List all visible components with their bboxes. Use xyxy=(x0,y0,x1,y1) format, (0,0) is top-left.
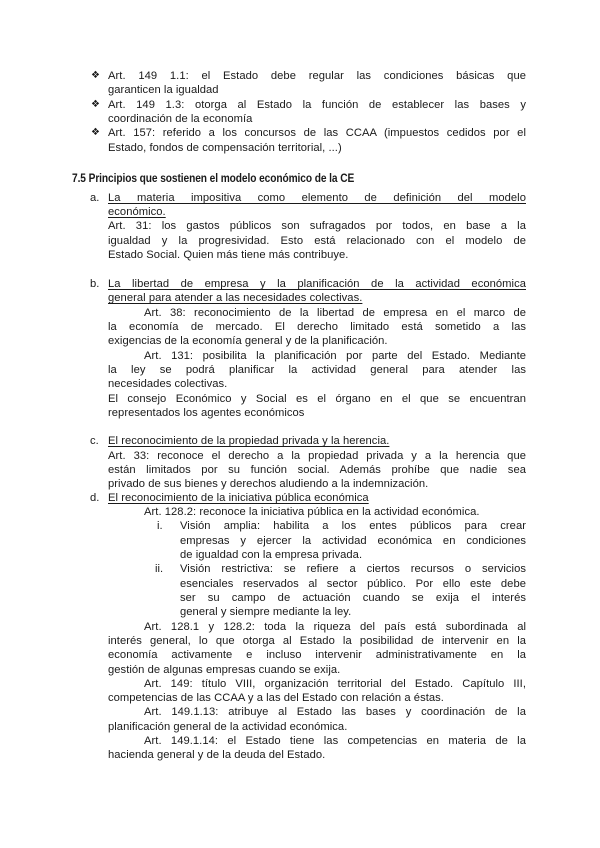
subitem-i-line-3: de igualdad con la empresa privada. xyxy=(180,549,363,561)
item-a-body-line-2: igualdad y la progresividad. Esto está relacionado con el modelo de xyxy=(108,235,526,247)
item-b-title-line-2: general para atender a las necesidades colectivas. xyxy=(108,292,363,304)
bullet-3-line-1: Art. 157: referido a los concursos de las CCAA (impuestos cedidos por el xyxy=(108,127,526,139)
item-b-p2-line-1: Art. 131: posibilita la planificación por parte del Estado. Mediante xyxy=(144,350,526,362)
item-a-body-line-1: Art. 31: los gastos públicos son sufragados por todos, en base a la xyxy=(108,220,526,232)
bullet-1-line-2: garanticen la igualdad xyxy=(108,84,219,96)
item-d-p1-line-2: interés general, lo que otorga al Estado la posibilidad de intervenir en la xyxy=(108,635,526,647)
item-d-p1-line-4: gestión de algunas empresas cuando se exija. xyxy=(108,664,341,676)
item-c-body-line-1: Art. 33: reconoce el derecho a la propiedad privada y a la herencia que xyxy=(108,450,526,462)
item-d-marker: d. xyxy=(90,492,100,504)
section-heading: 7.5 Principios que sostienen el modelo económico de la CE xyxy=(72,171,355,185)
subitem-i-marker: i. xyxy=(157,520,163,532)
item-a-marker: a. xyxy=(90,192,100,204)
bullet-1-line-1: Art. 149 1.1: el Estado debe regular las condiciones básicas que xyxy=(108,70,526,82)
item-c-body-line-3: privado de sus bienes y derechos aludiendo a la indemnización. xyxy=(108,478,429,490)
item-b-title-line-1: La libertad de empresa y la planificación de la actividad económica xyxy=(108,278,526,290)
item-b-p2-line-2: la ley se podrá planificar la actividad general para atender las xyxy=(108,364,526,376)
bullet-2-line-1: Art. 149 1.3: otorga al Estado la función de establecer las bases y xyxy=(108,99,526,111)
item-d-intro: Art. 128.2: reconoce la iniciativa pública en la actividad económica. xyxy=(144,506,480,518)
item-d-title: El reconocimiento de la iniciativa pública económica xyxy=(108,492,369,504)
item-b-p3-line-1: El consejo Económico y Social es el órgano en el que se encuentran xyxy=(108,393,526,405)
item-d-p2-line-1: Art. 149: título VIII, organización territorial del Estado. Capítulo III, xyxy=(144,678,526,690)
bullet-marker: ❖ xyxy=(91,70,100,81)
subitem-i-line-1: Visión amplia: habilita a los entes públicos para crear xyxy=(180,520,526,532)
item-b-marker: b. xyxy=(90,278,100,290)
item-d-p1-line-1: Art. 128.1 y 128.2: toda la riqueza del país está subordinada al xyxy=(144,621,526,633)
item-b-p3-line-2: representados los agentes económicos xyxy=(108,407,305,419)
item-d-p4-line-1: Art. 149.1.14: el Estado tiene las competencias en materia de la xyxy=(144,735,526,747)
item-c-title: El reconocimiento de la propiedad privada y la herencia. xyxy=(108,435,390,447)
bullet-marker: ❖ xyxy=(91,127,100,138)
subitem-ii-marker: ii. xyxy=(155,563,164,575)
item-d-p4-line-2: hacienda general y de la deuda del Estado. xyxy=(108,749,326,761)
item-a-title-line-1: La materia impositiva como elemento de definición del modelo xyxy=(108,192,526,204)
subitem-ii-line-1: Visión restrictiva: se refiere a ciertos recursos o servicios xyxy=(180,563,526,575)
subitem-ii-line-4: general y siempre mediante la ley. xyxy=(180,606,352,618)
item-d-p2-line-2: competencias de las CCAA y a las del Estado con relación a éstas. xyxy=(108,692,444,704)
item-a-title-line-2: económico. xyxy=(108,206,166,218)
item-d-p3-line-2: planificación general de la actividad económica. xyxy=(108,721,348,733)
bullet-3-line-2: Estado, fondos de compensación territorial, ...) xyxy=(108,142,342,154)
subitem-ii-line-2: esenciales reservados al sector público. Por ello este debe xyxy=(180,578,526,590)
item-d-p3-line-1: Art. 149.1.13: atribuye al Estado las bases y coordinación de la xyxy=(144,706,526,718)
item-b-p1-line-3: exigencias de la economía general y de la planificación. xyxy=(108,335,388,347)
bullet-2-line-2: coordinación de la economía xyxy=(108,113,253,125)
item-c-marker: c. xyxy=(90,435,99,447)
item-a-body-line-3: Estado Social. Quien más tiene más contribuye. xyxy=(108,249,349,261)
bullet-marker: ❖ xyxy=(91,99,100,110)
subitem-i-line-2: empresas y ejercer la actividad económica en condiciones xyxy=(180,535,526,547)
item-b-p1-line-1: Art. 38: reconocimiento de la libertad de empresa en el marco de xyxy=(144,307,526,319)
subitem-ii-line-3: ser su campo de actuación cuando se exija el interés xyxy=(180,592,526,604)
item-b-p2-line-3: necesidades colectivas. xyxy=(108,378,228,390)
item-b-p1-line-2: la economía de mercado. El derecho limitado está sometido a las xyxy=(108,321,526,333)
item-d-p1-line-3: economía activamente e incluso intervenir administrativamente en la xyxy=(108,649,526,661)
item-c-body-line-2: están limitados por su función social. Además prohíbe que nadie sea xyxy=(108,464,526,476)
